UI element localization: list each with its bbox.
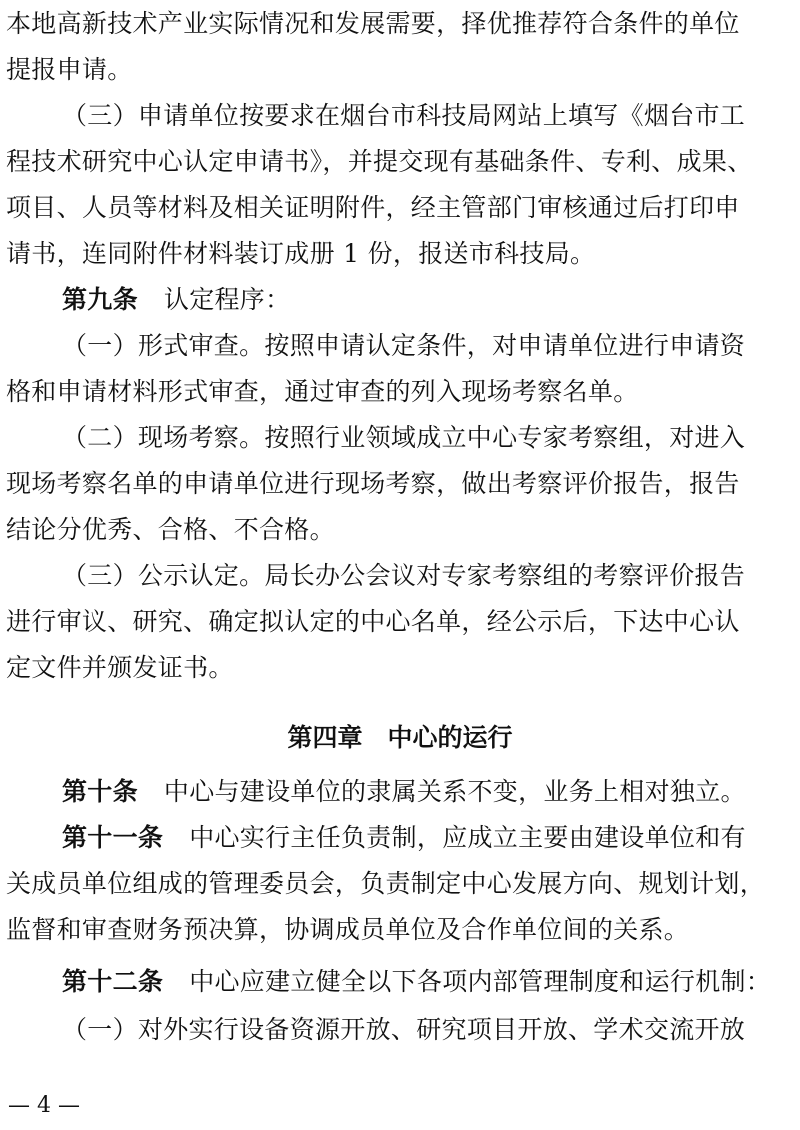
body-line: 监督和审查财务预决算，协调成员单位及合作单位间的关系。 [6,915,690,944]
body-line: 关成员单位组成的管理委员会，负责制定中心发展方向、规划计划， [6,869,766,898]
article-12 [62,962,800,1002]
article-11-text: 中心实行主任负责制，应成立主要由建设单位和有 [189,823,746,852]
body-line: （三）申请单位按要求在烟台市科技局网站上填写《烟台市工 [62,101,746,130]
body-line: 现场考察名单的申请单位进行现场考察，做出考察评价报告，报告 [6,469,740,498]
body-line: 结论分优秀、合格、不合格。 [6,515,335,544]
body-line: 程技术研究中心认定申请书》，并提交现有基础条件、专利、成果、 [6,147,753,176]
body-line: 进行审议、研究、确定拟认定的中心名单，经公示后，下达中心认 [6,607,740,636]
article-12-title: 第十二条 [62,967,164,996]
body-line: 项目、人员等材料及相关证明附件，经主管部门审核通过后打印申 [6,193,740,222]
body-line: （二）现场考察。按照行业领域成立中心专家考察组，对进入 [62,423,746,452]
page-number: — 4 — [8,1093,80,1118]
article-10-text: 中心与建设单位的隶属关系不变，业务上相对独立。 [163,777,746,806]
article-10 [62,772,800,812]
body-line: 定文件并颁发证书。 [6,653,234,682]
article-11-title: 第十一条 [62,823,164,852]
body-line: （一）形式审查。按照申请认定条件，对申请单位进行申请资 [62,331,746,360]
body-line: 本地高新技术产业实际情况和发展需要，择优推荐符合条件的单位 [6,9,740,38]
article-10-title: 第十条 [62,777,138,806]
body-line: 格和申请材料形式审查，通过审查的列入现场考察名单。 [6,377,639,406]
body-line: 提报申请。 [6,55,133,84]
body-line: （三）公示认定。局长办公会议对专家考察组的考察评价报告 [62,561,746,590]
body-line: 请书，连同附件材料装订成册 1 份，报送市科技局。 [6,239,596,268]
chapter-heading: 第四章 中心的运行 [287,723,513,752]
body-line: （一）对外实行设备资源开放、研究项目开放、学术交流开放 [62,1015,746,1044]
article-9-title: 第九条 [62,285,138,314]
article-9 [62,280,800,320]
article-11 [62,818,800,858]
article-12-text: 中心应建立健全以下各项内部管理制度和运行机制： [189,967,772,996]
article-9-text: 认定程序： [163,285,291,314]
